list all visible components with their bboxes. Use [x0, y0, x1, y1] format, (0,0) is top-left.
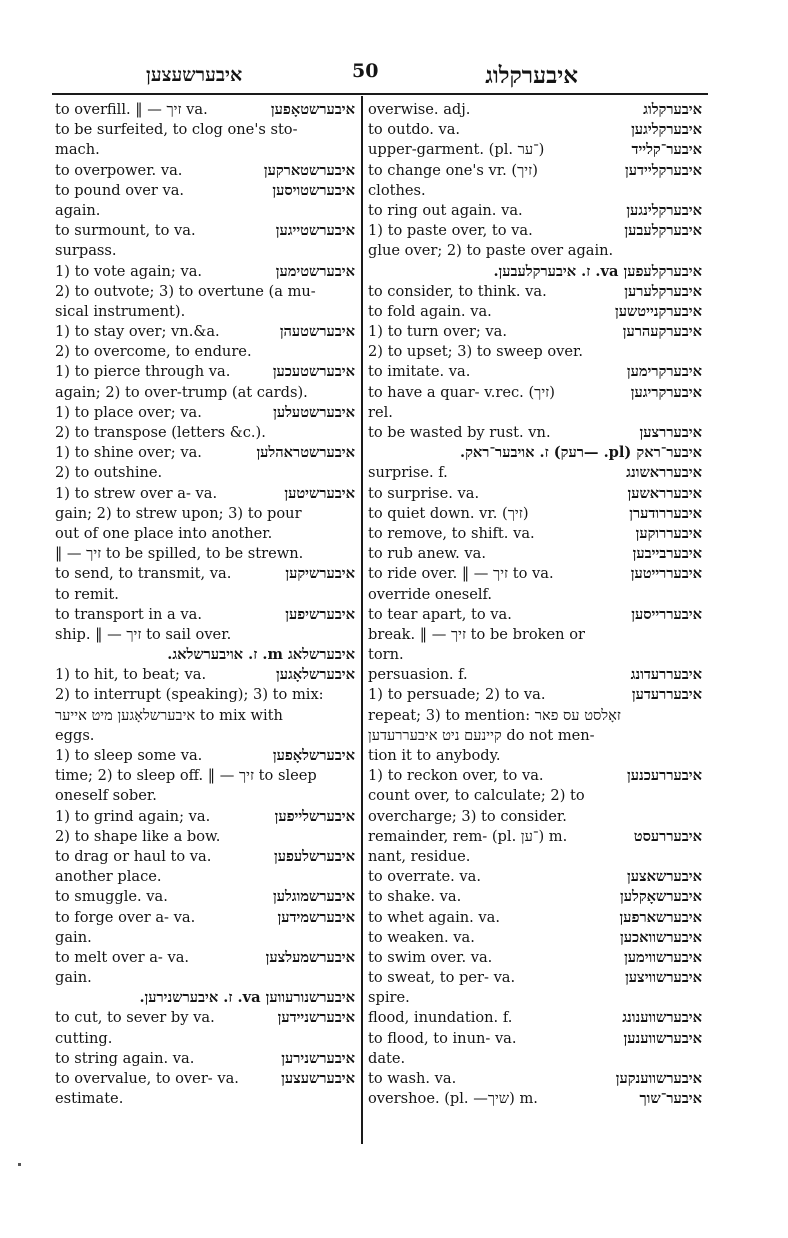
- entry-line: [55, 988, 355, 1008]
- entry-english: to whet again. va.: [368, 908, 500, 926]
- entry-english: flood, inundation. f.: [368, 1009, 513, 1027]
- entry-line: [368, 504, 702, 524]
- entry-line: [55, 120, 355, 140]
- entry-english: to overrate. va.: [368, 868, 481, 886]
- entry-english: to rub anew. va.: [368, 545, 487, 563]
- entry-text: איבערשלאָגען מיט אייער to mix with: [55, 706, 283, 724]
- entry-headword: איבערשלייפען: [274, 807, 355, 825]
- entry-headword: איבערשמידען: [277, 908, 355, 926]
- entry-headword: איבערשטעלען: [273, 403, 355, 421]
- entry-text: spire.: [368, 989, 410, 1007]
- entry-line: [368, 302, 702, 322]
- entry-headword: איבערשטעכען: [272, 363, 355, 381]
- entry-line: [55, 362, 355, 382]
- entry-line: [368, 1069, 702, 1089]
- entry-line: [55, 181, 355, 201]
- entry-headword: איבעררעדען: [631, 686, 702, 704]
- entry-text: clothes.: [368, 181, 426, 199]
- entry-english: to smuggle. va.: [55, 888, 168, 906]
- entry-headword: איבערשלאָפען: [272, 747, 355, 764]
- entry-headword: איבערשטעהן: [279, 323, 355, 341]
- entry-text: gain.: [55, 928, 92, 946]
- header-left-word: איבערשעצען: [146, 64, 243, 86]
- scan-speck: [18, 1163, 21, 1166]
- entry-line: [368, 484, 702, 504]
- entry-english: to surprise. va.: [368, 484, 480, 502]
- entry-line: [55, 201, 355, 221]
- entry-line: [368, 605, 702, 625]
- entry-english: 1) to strew over a- va.: [55, 484, 218, 502]
- entry-headword: איבערקלינגען: [626, 201, 702, 219]
- entry-headword: איבעררעכנען: [627, 767, 702, 785]
- entry-text: קיינעם ניט איבעררעדען do not men-: [368, 726, 595, 744]
- entry-headword: איבעררעדונג: [630, 666, 702, 684]
- entry-line: [368, 726, 702, 746]
- entry-line: [368, 544, 702, 564]
- entry-english: 1) to grind again; va.: [55, 807, 211, 825]
- entry-line: [55, 544, 355, 564]
- entry-headword: איבערשווענען: [623, 1029, 702, 1047]
- entry-line: [55, 786, 355, 806]
- entry-line: [368, 362, 702, 382]
- entry-english: surprise. f.: [368, 464, 448, 482]
- entry-text: cutting.: [55, 1029, 113, 1047]
- entry-english: to tear apart, to va.: [368, 605, 512, 623]
- entry-line: [55, 100, 355, 120]
- left-column: [55, 100, 355, 1109]
- entry-english: to imitate. va.: [368, 363, 471, 381]
- entry-english: to sweat, to per- va.: [368, 969, 516, 987]
- entry-line: [368, 827, 702, 847]
- entry-headword: איבעררודערן: [629, 504, 702, 522]
- entry-line: [368, 867, 702, 887]
- entry-line: [55, 1089, 355, 1109]
- entry-english: to shake. va.: [368, 888, 462, 906]
- entry-english: to swim over. va.: [368, 948, 493, 966]
- entry-english: 1) to stay over; vn.&a.: [55, 323, 220, 341]
- entry-line: [368, 988, 702, 1008]
- entry-line: [55, 342, 355, 362]
- entry-text: oneself sober.: [55, 787, 157, 805]
- entry-english: to quiet down. vr. (זיך): [368, 504, 529, 522]
- entry-text: override oneself.: [368, 585, 493, 603]
- entry-line: [368, 463, 702, 483]
- entry-line: [55, 524, 355, 544]
- entry-line: [368, 786, 702, 806]
- entry-line: [368, 706, 702, 726]
- entry-english: to melt over a- va.: [55, 948, 190, 966]
- entry-line: [368, 807, 702, 827]
- entry-text: rel.: [368, 403, 393, 421]
- entry-text: 2) to outshine.: [55, 464, 163, 482]
- entry-line: [368, 100, 702, 120]
- entry-headword: איבערשלעפען: [274, 847, 355, 865]
- entry-line: [368, 322, 702, 342]
- entry-english: to weaken. va.: [368, 928, 475, 946]
- entry-line: [55, 645, 355, 665]
- entry-text: repeat; 3) to mention: זאָלסט עס פאר: [368, 706, 621, 724]
- entry-text: gain; 2) to strew upon; 3) to pour: [55, 504, 302, 522]
- entry-line: [55, 685, 355, 705]
- entry-english: to drag or haul to va.: [55, 847, 212, 865]
- entry-headword: איבעררייטען: [630, 565, 702, 583]
- entry-headword: איבעררעסט: [633, 827, 702, 845]
- entry-line: [55, 403, 355, 423]
- entry-headword: איבערשניידען: [277, 1009, 355, 1027]
- entry-line: [55, 847, 355, 867]
- entry-english: 1) to place over; va.: [55, 403, 202, 421]
- entry-english: 1) to vote again; va.: [55, 262, 203, 280]
- entry-line: [55, 504, 355, 524]
- entry-text: 2) to upset; 3) to sweep over.: [368, 343, 584, 361]
- entry-line: [368, 645, 702, 665]
- entry-line: [368, 120, 702, 140]
- entry-headword: איבערשטימען: [275, 262, 355, 280]
- entry-line: [368, 685, 702, 705]
- entry-line: [55, 564, 355, 584]
- entry-text: 2) to shape like a bow.: [55, 827, 221, 845]
- entry-headword: איבערשוויצען: [625, 969, 702, 987]
- entry-english: to change one's vr. (זיך): [368, 161, 538, 179]
- entry-headword: איבערשווענונג: [622, 1009, 702, 1027]
- entry-line: [368, 1089, 702, 1109]
- entry-line: [55, 928, 355, 948]
- entry-line: [368, 746, 702, 766]
- entry-headword: איבערקנייטשען: [615, 302, 702, 320]
- entry-text: another place.: [55, 868, 162, 886]
- page-header: [56, 60, 704, 90]
- entry-english: to fold again. va.: [368, 302, 492, 320]
- entry-line: [55, 1069, 355, 1089]
- page-number: 50: [352, 60, 379, 82]
- entry-line: [55, 322, 355, 342]
- entry-headword: איבערשיטען: [284, 484, 355, 502]
- entry-english: to be wasted by rust. vn.: [368, 424, 551, 441]
- entry-line: [55, 1049, 355, 1069]
- entry-line: [368, 443, 702, 463]
- entry-line: [368, 221, 702, 241]
- entry-line: [368, 282, 702, 302]
- entry-headword: איבערקלערען: [624, 282, 702, 300]
- entry-line: [368, 241, 702, 261]
- entry-headword: איבערשטאָפען: [270, 101, 355, 118]
- entry-english: to send, to transmit, va.: [55, 565, 232, 583]
- entry-line: [368, 161, 702, 181]
- entry-headword: איבערראשען: [627, 484, 702, 502]
- entry-english: 1) to shine over; va.: [55, 444, 202, 462]
- entry-text: torn.: [368, 646, 404, 664]
- entry-headword: איבערשמוגלען: [273, 888, 355, 906]
- entry-text: ship. ‖ — זיך to sail over.: [55, 625, 232, 643]
- entry-line: [368, 181, 702, 201]
- entry-text: ‖ — זיך to be spilled, to be strewn.: [55, 545, 304, 563]
- entry-line: [55, 302, 355, 322]
- entry-text: glue over; 2) to paste over again.: [368, 242, 614, 260]
- entry-headword: איבערשוואכען: [620, 928, 702, 946]
- entry-text: 2) to overcome, to endure.: [55, 343, 252, 361]
- entry-text: out of one place into another.: [55, 524, 273, 542]
- entry-text: surpass.: [55, 242, 117, 260]
- entry-text: gain.: [55, 969, 92, 987]
- entry-text: overcharge; 3) to consider.: [368, 807, 567, 825]
- entry-line: [55, 140, 355, 160]
- entry-english: upper-garment. (pl. ־ער): [368, 141, 545, 159]
- entry-text: 2) to interrupt (speaking); 3) to mix:: [55, 686, 324, 704]
- entry-line: [368, 847, 702, 867]
- entry-line: [368, 968, 702, 988]
- entry-english: to have a quar- v.rec. (זיך): [368, 383, 555, 401]
- entry-headword: איבעררוקען: [635, 524, 702, 542]
- entry-english: 1) to pierce through va.: [55, 363, 231, 381]
- entry-line: [368, 766, 702, 786]
- entry-line: [55, 948, 355, 968]
- entry-headword: איבערשטייגען: [275, 222, 355, 240]
- entry-text: estimate.: [55, 1090, 124, 1108]
- entry-line: [55, 625, 355, 645]
- entry-line: [55, 887, 355, 907]
- entry-text: to remit.: [55, 585, 119, 603]
- entry-english: remainder, rem- (pl. ־ען) m.: [368, 827, 568, 845]
- entry-text: mach.: [55, 141, 100, 159]
- entry-headword: איבערשלאָגען: [276, 666, 355, 684]
- entry-headword: איבערשנורעווען va. ז. איבערשנירען.: [139, 989, 355, 1007]
- entry-text: again.: [55, 201, 101, 219]
- entry-english: to cut, to sever by va.: [55, 1009, 215, 1027]
- entry-line: [55, 766, 355, 786]
- entry-headword: איבעררצען: [639, 424, 702, 441]
- entry-english: to ring out again. va.: [368, 201, 523, 219]
- entry-english: to remove, to shift. va.: [368, 524, 535, 542]
- entry-headword: איבערקריגען: [630, 383, 702, 401]
- entry-english: to overvalue, to over- va.: [55, 1070, 239, 1087]
- entry-english: 1) to sleep some va.: [55, 747, 203, 764]
- entry-english: to wash. va.: [368, 1070, 457, 1087]
- entry-line: [368, 1008, 702, 1028]
- entry-headword: איבער־קלייד: [631, 141, 702, 159]
- entry-line: [55, 463, 355, 483]
- entry-line: [55, 1008, 355, 1028]
- entry-line: [55, 665, 355, 685]
- entry-text: time; 2) to sleep off. ‖ — זיך to sleep: [55, 767, 317, 785]
- entry-english: to overfill. ‖ — זיך va.: [55, 101, 208, 118]
- entry-english: 1) to reckon over, to va.: [368, 767, 544, 785]
- entry-line: [55, 484, 355, 504]
- entry-line: [55, 807, 355, 827]
- entry-headword: איבערשנירען: [281, 1049, 355, 1067]
- entry-text: sical instrument).: [55, 302, 186, 320]
- entry-line: [368, 342, 702, 362]
- entry-line: [55, 867, 355, 887]
- entry-english: overwise. adj.: [368, 101, 471, 118]
- entry-text: count over, to calculate; 2) to: [368, 787, 585, 805]
- header-right-word: איבערקלוג: [485, 62, 578, 89]
- entry-line: [368, 585, 702, 605]
- entry-english: to overpower. va.: [55, 161, 183, 179]
- entry-headword: איבערשווימען: [624, 948, 702, 966]
- entry-line: [55, 221, 355, 241]
- entry-line: [368, 887, 702, 907]
- entry-text: break. ‖ — זיך to be broken or: [368, 625, 585, 643]
- entry-text: again; 2) to over-trump (at cards).: [55, 383, 308, 401]
- entry-line: [55, 585, 355, 605]
- entry-line: [55, 282, 355, 302]
- entry-line: [55, 443, 355, 463]
- entry-headword: איבערשארפען: [619, 908, 702, 926]
- entry-headword: איבערשטראהלען: [256, 444, 355, 462]
- entry-text: 2) to transpose (letters &c.).: [55, 424, 266, 441]
- entry-headword: איבעררייסען: [631, 605, 702, 623]
- entry-line: [55, 423, 355, 443]
- entry-line: [55, 908, 355, 928]
- entry-headword: איבערשעצען: [281, 1070, 355, 1087]
- entry-headword: איבער־ראק (pl. —רעק) ז. אויבער־ראק.: [460, 444, 702, 462]
- entry-line: [55, 968, 355, 988]
- entry-headword: איבערשאָקלען: [620, 888, 702, 906]
- entry-english: 1) to hit, to beat; va.: [55, 666, 207, 684]
- entry-headword: איבערשווענקען: [615, 1070, 702, 1087]
- entry-line: [368, 928, 702, 948]
- entry-headword: איבערשטויסען: [272, 181, 355, 199]
- entry-line: [368, 140, 702, 160]
- entry-text: eggs.: [55, 726, 95, 744]
- entry-line: [368, 524, 702, 544]
- entry-line: [55, 605, 355, 625]
- entry-headword: איבערשטארקען: [263, 161, 355, 179]
- entry-english: 1) to persuade; 2) to va.: [368, 686, 546, 704]
- entry-headword: איבער־שוך: [639, 1090, 702, 1108]
- entry-text: 2) to outvote; 3) to overtune (a mu-: [55, 282, 316, 300]
- entry-headword: איבערבייבען: [632, 545, 702, 563]
- entry-text: tion it to anybody.: [368, 747, 501, 764]
- entry-line: [368, 625, 702, 645]
- entry-line: [55, 241, 355, 261]
- entry-line: [55, 726, 355, 746]
- entry-line: [55, 383, 355, 403]
- entry-text: to be surfeited, to clog one's sto-: [55, 121, 298, 139]
- column-divider: [361, 96, 363, 1144]
- entry-english: to consider, to think. va.: [368, 282, 547, 300]
- entry-line: [368, 383, 702, 403]
- entry-line: [55, 161, 355, 181]
- right-column: [368, 100, 702, 1109]
- entry-line: [368, 201, 702, 221]
- entry-headword: איבערשיקען: [285, 565, 355, 583]
- entry-english: 1) to paste over, to va.: [368, 222, 533, 240]
- entry-text: nant, residue.: [368, 847, 471, 865]
- entry-english: to ride over. ‖ — זיך to va.: [368, 565, 554, 583]
- entry-line: [368, 262, 702, 282]
- entry-line: [368, 665, 702, 685]
- entry-headword: איבערשאצען: [627, 868, 702, 886]
- entry-line: [55, 262, 355, 282]
- entry-headword: איבערקעהרען: [622, 323, 702, 341]
- entry-english: to string again. va.: [55, 1049, 195, 1067]
- entry-line: [368, 564, 702, 584]
- entry-line: [368, 948, 702, 968]
- entry-english: persuasion. f.: [368, 666, 468, 684]
- entry-line: [55, 827, 355, 847]
- entry-english: to flood, to inun- va.: [368, 1029, 517, 1047]
- entry-headword: איבערראשונג: [626, 464, 702, 482]
- entry-english: 1) to turn over; va.: [368, 323, 507, 341]
- entry-line: [368, 1029, 702, 1049]
- entry-headword: איבערקליגען: [631, 121, 702, 139]
- entry-english: overshoe. (pl. —שיך) m.: [368, 1090, 538, 1108]
- entry-english: to outdo. va.: [368, 121, 461, 139]
- entry-english: to transport in a va.: [55, 605, 202, 623]
- entry-line: [55, 746, 355, 766]
- entry-english: to pound over va.: [55, 181, 185, 199]
- entry-text: date.: [368, 1049, 406, 1067]
- entry-line: [368, 1049, 702, 1069]
- entry-english: to forge over a- va.: [55, 908, 196, 926]
- entry-headword: איבערקלעבען: [624, 222, 702, 240]
- entry-line: [368, 908, 702, 928]
- entry-headword: איבערשלאג m. ז. אויבערשלאג.: [167, 646, 355, 664]
- entry-headword: איבערקליידען: [625, 161, 702, 179]
- entry-headword: איבערקרימען: [626, 363, 702, 381]
- entry-line: [55, 1029, 355, 1049]
- header-rule: [52, 93, 708, 95]
- entry-line: [368, 403, 702, 423]
- entry-headword: איבערשמעלצען: [265, 948, 355, 966]
- entry-line: [55, 706, 355, 726]
- entry-line: [368, 423, 702, 443]
- entry-headword: איבערשיפען: [285, 605, 355, 623]
- entry-headword: איבערקלוג: [643, 101, 702, 118]
- entry-headword: איבערקלעפען va. ז. איבערקלעבען.: [493, 262, 702, 280]
- entry-english: to surmount, to va.: [55, 222, 196, 240]
